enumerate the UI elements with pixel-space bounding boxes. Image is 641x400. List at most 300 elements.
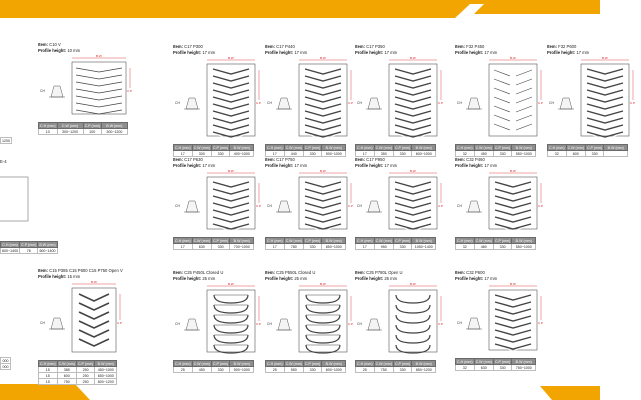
cp-label: C.P — [538, 101, 544, 105]
spec-table — [173, 360, 254, 373]
cp-label: C.P — [438, 322, 444, 326]
item-label: Item: — [355, 270, 367, 275]
item-code: C25 P550L Closed U — [276, 270, 316, 275]
profile-label: Profile height: — [265, 50, 295, 55]
column-header: C.H (mm) — [457, 238, 473, 243]
column-header: B.W (mm) — [230, 361, 254, 367]
profile-value: 10 mm — [67, 48, 81, 53]
column-header: C.H (mm) — [175, 145, 191, 150]
table-cell: 300~1200 — [101, 129, 127, 135]
table-cell: 17 — [266, 151, 285, 157]
side-profile — [40, 312, 66, 336]
item-title — [455, 157, 485, 162]
table-row — [174, 244, 254, 250]
profile-height — [38, 274, 80, 279]
side-profile — [175, 195, 201, 219]
column-header: B.W (mm) — [512, 238, 536, 244]
belt-drawing — [485, 56, 549, 140]
table-row — [456, 244, 536, 250]
product-card — [455, 270, 545, 380]
product-card — [38, 268, 128, 384]
side-profile — [457, 195, 483, 219]
belt-drawing — [485, 169, 549, 233]
cp-label: C.P — [348, 204, 354, 208]
spec-table — [173, 144, 254, 157]
spec-table — [355, 360, 436, 373]
column-header: C.W (mm) — [285, 238, 302, 243]
table-cell: 32 — [456, 244, 475, 250]
cleat-side — [468, 98, 480, 109]
profile-height — [455, 50, 497, 55]
belt-drawing — [385, 169, 449, 233]
profile-height — [355, 276, 397, 281]
column-header: C.P (mm) — [212, 145, 229, 150]
ch-label: CH — [357, 204, 362, 208]
table-row — [456, 151, 536, 157]
table-cell: 700~1000 — [230, 244, 254, 250]
ch-label: CH — [267, 322, 272, 326]
table-cell: 330 — [303, 151, 321, 157]
bw-label: B.W — [320, 282, 326, 286]
ch-label: CH — [40, 321, 45, 325]
ch-label: CH — [175, 204, 180, 208]
column-header: C.H (mm) — [357, 361, 373, 366]
side-profile — [549, 92, 575, 116]
column-header: C.W (mm) — [193, 238, 210, 243]
spec-table — [355, 144, 436, 157]
profile-label: Profile height: — [38, 274, 68, 279]
cleat-side — [368, 319, 380, 330]
product-card — [547, 44, 637, 154]
partial-table-3: 000 000 — [2, 358, 9, 369]
profile-label: Profile height: — [355, 163, 385, 168]
item-label: Item: — [265, 44, 277, 49]
column-header: C.W (mm) — [285, 361, 302, 366]
column-header: B.W (mm) — [230, 238, 254, 244]
column-header: B.W (mm) — [412, 361, 436, 367]
table-row — [39, 379, 117, 385]
cleat-side — [468, 318, 480, 329]
belt-drawing — [68, 54, 138, 118]
ch-label: CH — [40, 89, 45, 93]
table-cell: 100 — [83, 129, 101, 135]
item-code: C32 P460 — [466, 157, 485, 162]
column-header: C.P (mm) — [494, 238, 511, 243]
table-cell: 630 — [192, 244, 211, 250]
item-label: Item: — [355, 44, 367, 49]
table-cell: 300 — [192, 151, 211, 157]
ch-label: CH — [175, 101, 180, 105]
table-cell: 440 — [284, 151, 303, 157]
cp-label: C.P — [438, 204, 444, 208]
product-card — [173, 157, 263, 267]
cleat-side — [560, 98, 572, 109]
item-title — [38, 268, 123, 273]
item-label: Item: — [547, 44, 559, 49]
table-cell: 950 — [374, 244, 393, 250]
column-header: B.W (mm) — [95, 361, 117, 367]
table-cell: 850~1200 — [412, 367, 436, 373]
column-header: C.P (mm) — [84, 123, 100, 128]
profile-value: 17 mm — [384, 50, 398, 55]
table-cell: 330 — [493, 244, 511, 250]
cp-label: C.P — [127, 89, 133, 93]
profile-height — [173, 50, 215, 55]
item-title — [355, 157, 385, 162]
column-header: C.W (mm) — [285, 145, 302, 150]
cleat-side — [368, 98, 380, 109]
profile-label: Profile height: — [173, 276, 203, 281]
profile-value: 15 mm — [67, 274, 81, 279]
belt-outline — [72, 62, 126, 114]
spec-table — [265, 237, 346, 250]
column-header: C.H (mm) — [175, 238, 191, 243]
cleat-side — [278, 201, 290, 212]
profile-height — [265, 276, 307, 281]
table-row — [356, 151, 436, 157]
spec-table — [38, 360, 117, 385]
spec-table — [265, 360, 346, 373]
table-row — [548, 151, 628, 157]
product-card — [173, 270, 263, 380]
cleat-side — [468, 201, 480, 212]
column-header: C.P (mm) — [494, 359, 511, 364]
spec-table — [265, 144, 346, 157]
table-cell — [604, 151, 628, 157]
column-header: C.P (mm) — [494, 145, 511, 150]
profile-label: Profile height: — [547, 50, 577, 55]
table-cell: 15 — [39, 367, 58, 373]
table-cell: 750 — [57, 379, 76, 385]
table-cell: 600~1000 — [322, 367, 346, 373]
cleat-side — [278, 319, 290, 330]
table-cell: 17 — [174, 151, 193, 157]
table-row — [174, 367, 254, 373]
side-profile — [357, 313, 383, 337]
item-label: Item: — [455, 44, 467, 49]
table-cell: 250 — [76, 367, 94, 373]
table-cell: 17 — [356, 244, 375, 250]
column-header: C.W (mm) — [567, 145, 584, 150]
cp-label: C.P — [348, 322, 354, 326]
bw-label: B.W — [96, 54, 102, 58]
column-header: C.W (mm) — [58, 361, 75, 366]
table-cell: 500~1000 — [230, 367, 254, 373]
item-code: C17 P440 — [276, 44, 295, 49]
side-profile — [457, 92, 483, 116]
profile-value: 25 mm — [202, 276, 216, 281]
table-cell: 650~1000 — [95, 373, 117, 379]
profile-height — [455, 276, 497, 281]
table-cell: 450 — [192, 367, 211, 373]
column-header: C.H (mm) — [175, 361, 191, 366]
table-cell: 250 — [76, 379, 94, 385]
table-row — [356, 367, 436, 373]
item-code: C17 P630 — [184, 157, 203, 162]
table-cell: 15 — [39, 379, 58, 385]
product-card — [265, 44, 355, 154]
profile-label: Profile height: — [265, 163, 295, 168]
belt-drawing — [295, 169, 359, 233]
table-cell: 800~1200 — [95, 379, 117, 385]
item-title — [355, 270, 403, 275]
belt-drawing — [385, 282, 449, 356]
table-cell: 350 — [374, 151, 393, 157]
belt-drawing — [577, 56, 641, 140]
belt-drawing — [68, 280, 128, 356]
cp-label: C.P — [256, 204, 262, 208]
table-cell: 17 — [266, 244, 285, 250]
table-cell: 32 — [548, 151, 567, 157]
product-card — [355, 44, 445, 154]
column-header: C.H (mm) — [457, 359, 473, 364]
column-header: B.W (mm) — [412, 238, 436, 244]
table-cell: 32 — [456, 151, 475, 157]
profile-value: 17 mm — [484, 50, 498, 55]
table-row — [456, 365, 536, 371]
product-card — [173, 44, 263, 154]
cp-label: C.P — [538, 321, 544, 325]
spec-table — [455, 237, 536, 250]
table-cell: 330 — [211, 151, 229, 157]
profile-label: Profile height: — [455, 163, 485, 168]
column-header: C.W (mm) — [193, 361, 210, 366]
bw-label: B.W — [410, 282, 416, 286]
column-header: C.W (mm) — [475, 359, 492, 364]
column-header: C.W (mm) — [475, 145, 492, 150]
side-profile — [357, 195, 383, 219]
bw-label: B.W — [228, 282, 234, 286]
bw-label: B.W — [410, 56, 416, 60]
profile-label: Profile height: — [173, 50, 203, 55]
profile-value: 17 mm — [384, 163, 398, 168]
bw-label: B.W — [510, 169, 516, 173]
column-header: C.W (mm) — [475, 238, 492, 243]
cp-label: C.P — [348, 101, 354, 105]
table-cell: 450~1000 — [95, 367, 117, 373]
table-cell: 330 — [211, 244, 229, 250]
cp-label: C.P — [256, 322, 262, 326]
column-header: B.W (mm) — [322, 145, 346, 151]
table-row — [266, 151, 346, 157]
cleat-side — [186, 319, 198, 330]
column-header: B.W (mm) — [412, 145, 436, 151]
item-code: C32 P600 — [466, 270, 485, 275]
column-header: B.W (mm) — [512, 359, 536, 365]
table-cell: 330 — [493, 151, 511, 157]
partial-title-2: E-4 — [0, 159, 7, 164]
table-cell: 600 — [566, 151, 585, 157]
table-row — [266, 244, 346, 250]
column-header: B.W (mm) — [101, 123, 127, 129]
profile-height — [455, 163, 497, 168]
item-label: Item: — [173, 44, 185, 49]
item-title — [38, 42, 61, 47]
item-code: C17 P750 — [276, 157, 295, 162]
profile-value: 17 mm — [294, 50, 308, 55]
column-header: B.W (mm) — [322, 238, 346, 244]
item-code: C25 P780L Open U — [366, 270, 403, 275]
table-cell: 25 — [174, 367, 193, 373]
cp-label: C.P — [256, 101, 262, 105]
column-header: C.H (mm) — [40, 361, 56, 366]
table-cell: 780 — [284, 244, 303, 250]
profile-label: Profile height: — [455, 276, 485, 281]
item-title — [547, 44, 576, 49]
table-cell: 330 — [585, 151, 603, 157]
table-cell: 10 — [39, 129, 58, 135]
profile-label: Profile height: — [455, 50, 485, 55]
belt-drawing — [295, 282, 359, 356]
bw-label: B.W — [228, 169, 234, 173]
side-profile — [175, 92, 201, 116]
profile-value: 17 mm — [294, 163, 308, 168]
cleat-side — [51, 86, 63, 97]
item-title — [265, 44, 295, 49]
cp-label: C.P — [630, 101, 636, 105]
column-header: C.H (mm) — [457, 145, 473, 150]
item-title — [455, 270, 485, 275]
table-cell: 250 — [76, 373, 94, 379]
profile-height — [38, 48, 80, 53]
ch-label: CH — [267, 204, 272, 208]
item-label: Item: — [38, 42, 50, 47]
profile-value: 17 mm — [484, 163, 498, 168]
cleat-side — [186, 201, 198, 212]
spec-table — [455, 358, 536, 371]
profile-value: 17 mm — [576, 50, 590, 55]
table-cell: 32 — [456, 365, 475, 371]
column-header: C.P (mm) — [586, 145, 603, 150]
bw-label: B.W — [510, 282, 516, 286]
item-label: Item: — [355, 157, 367, 162]
table-cell: 330 — [393, 151, 411, 157]
column-header: C.P (mm) — [212, 361, 229, 366]
partial-table-1: 1200 — [2, 138, 10, 143]
table-cell: 330 — [211, 367, 229, 373]
belt-outline — [489, 64, 537, 136]
belt-drawing — [203, 282, 267, 356]
column-header: B.W (mm) — [512, 145, 536, 151]
product-card — [455, 157, 545, 267]
profile-height — [265, 163, 307, 168]
product-card — [455, 44, 545, 154]
profile-value: 17 mm — [202, 163, 216, 168]
table-row — [39, 129, 128, 135]
column-header: C.P (mm) — [304, 145, 321, 150]
bw-label: B.W — [320, 56, 326, 60]
item-label: Item: — [455, 270, 467, 275]
cleat-side — [278, 98, 290, 109]
cleat-side — [51, 318, 63, 329]
table-cell: 600 — [57, 373, 76, 379]
table-cell: 550 — [284, 367, 303, 373]
table-cell: 17 — [174, 244, 193, 250]
column-header: C.H (mm) — [40, 123, 56, 128]
table-cell: 550~1000 — [512, 244, 536, 250]
product-card — [265, 270, 355, 380]
product-card — [265, 157, 355, 267]
column-header: C.P (mm) — [212, 238, 229, 243]
column-header: C.W (mm) — [57, 123, 83, 129]
table-cell: 25 — [356, 367, 375, 373]
partial-table-2: C.H (mm) C.P (mm) B.W (mm) 600~1400 76 600~1400 — [2, 242, 56, 253]
table-cell: 385 — [57, 367, 76, 373]
item-title — [265, 270, 315, 275]
column-header: C.P (mm) — [77, 361, 94, 366]
item-code: F32 P450 — [466, 44, 485, 49]
ch-label: CH — [457, 204, 462, 208]
profile-height — [355, 163, 397, 168]
column-header: C.H (mm) — [357, 145, 373, 150]
table-cell: 850~1000 — [322, 244, 346, 250]
table-cell: 330 — [493, 365, 511, 371]
side-profile — [357, 92, 383, 116]
ch-label: CH — [457, 101, 462, 105]
item-label: Item: — [38, 268, 50, 273]
column-header: B.W (mm) — [604, 145, 628, 151]
cleat-side — [368, 201, 380, 212]
item-title — [455, 44, 484, 49]
side-profile — [267, 313, 293, 337]
table-row — [266, 367, 346, 373]
column-header: C.P (mm) — [394, 361, 411, 366]
partial-belt-2 — [0, 173, 30, 223]
profile-label: Profile height: — [355, 50, 385, 55]
ch-label: CH — [457, 321, 462, 325]
item-code: F32 P600 — [558, 44, 577, 49]
item-title — [173, 157, 203, 162]
column-header: B.W (mm) — [322, 361, 346, 367]
table-cell: 17 — [356, 151, 375, 157]
table-cell: 550~1000 — [512, 151, 536, 157]
table-cell: 750~1000 — [512, 365, 536, 371]
item-title — [355, 44, 385, 49]
table-cell: 330 — [393, 367, 411, 373]
table-cell: 630 — [474, 365, 493, 371]
column-header: C.H (mm) — [267, 145, 283, 150]
side-profile — [267, 195, 293, 219]
ch-label: CH — [267, 101, 272, 105]
profile-value: 17 mm — [202, 50, 216, 55]
column-header: C.W (mm) — [375, 145, 392, 150]
column-header: C.P (mm) — [394, 238, 411, 243]
column-header: C.W (mm) — [375, 361, 392, 366]
column-header: C.P (mm) — [304, 238, 321, 243]
profile-label: Profile height: — [265, 276, 295, 281]
table-row — [356, 244, 436, 250]
ch-label: CH — [357, 322, 362, 326]
table-cell: 330 — [303, 367, 321, 373]
item-code: C17 P350 — [366, 44, 385, 49]
item-label: Item: — [173, 157, 185, 162]
item-code: C17 P300 — [184, 44, 203, 49]
item-title — [265, 157, 295, 162]
bw-label: B.W — [410, 169, 416, 173]
table-cell: 750 — [374, 367, 393, 373]
belt-outline — [489, 290, 537, 350]
ch-label: CH — [357, 101, 362, 105]
spec-table — [547, 144, 628, 157]
cleat-side — [186, 98, 198, 109]
ch-label: CH — [549, 101, 554, 105]
side-profile — [40, 80, 66, 104]
cp-label: C.P — [117, 321, 123, 325]
item-label: Item: — [265, 270, 277, 275]
column-header: C.P (mm) — [304, 361, 321, 366]
product-card — [355, 157, 445, 267]
profile-height — [265, 50, 307, 55]
